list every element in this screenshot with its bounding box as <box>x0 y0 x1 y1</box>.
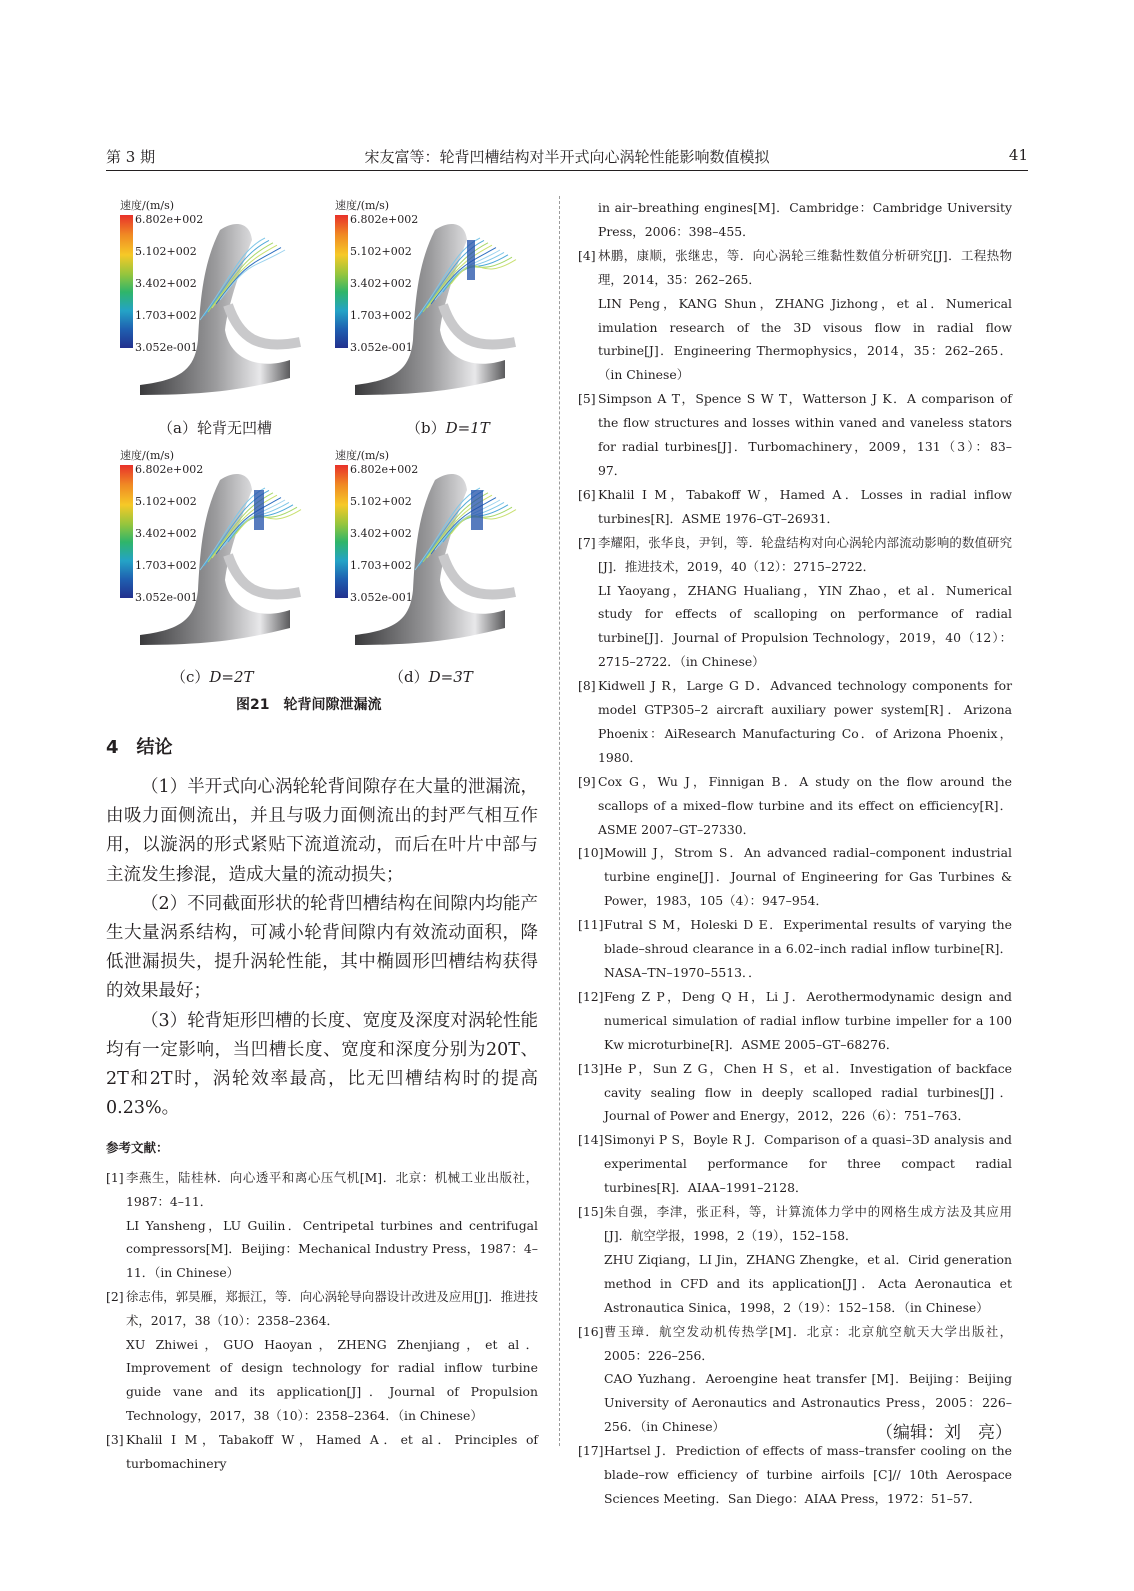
conclusion-body <box>106 773 538 1123</box>
reference-number: [12] <box>578 988 604 1004</box>
reference-item <box>578 770 1012 842</box>
reference-number: [11] <box>578 917 604 933</box>
figure-panel-d <box>321 445 526 645</box>
reference-number: [5] <box>578 391 596 407</box>
legend-title: 速度/(m/s) <box>120 449 175 462</box>
page-number: 41 <box>1008 146 1028 164</box>
conclusion-paragraph-3: （3）轮背矩形凹槽的长度、宽度及深度对涡轮性能均有一定影响，当凹槽长度、宽度和深度分别为20T、2T和2T时，涡轮效率最高，比无凹槽结构时的提高0.23%。 <box>106 1010 538 1119</box>
caption-b: （b）D=1T <box>406 419 490 437</box>
reference-item <box>578 1057 1012 1129</box>
legend-tick-label: 5.102+002 <box>135 245 197 258</box>
reference-text: 林鹏，康顺，张继忠，等．向心涡轮三维黏性数值分析研究[J]．工程热物理，2014，35：262–265． <box>598 247 1012 287</box>
legend-tick-label: 3.052e-001 <box>135 341 198 354</box>
reference-english: LI Yaoyang，ZHANG Hualiang，YIN Zhao，et al．Numerical study for effects of scalloping on performance of radial turbine[J]．Journal of Propulsion Technology，2019，40（12）：2715–2722．（in Chinese） <box>598 582 1012 670</box>
legend-tick-label: 3.402+002 <box>350 277 412 290</box>
legend-tick-label: 6.802e+002 <box>135 213 204 226</box>
running-header <box>106 144 1028 171</box>
figure-21 <box>106 195 551 715</box>
legend-tick-label: 6.802e+002 <box>135 463 204 476</box>
reference-item <box>578 483 1012 531</box>
legend-tick-label: 1.703+002 <box>350 309 412 322</box>
reference-english: ZHU Ziqiang，LI Jin，ZHANG Zhengke，et al．Cirid generation method in CFD and its application[J]．Acta Aeronautica et Astronautica Sinica，1998，2（19）：152–158．（in Chinese） <box>604 1251 1012 1315</box>
legend-title: 速度/(m/s) <box>120 199 175 212</box>
legend-tick-label: 1.703+002 <box>350 559 412 572</box>
figure-panel-b <box>321 195 526 395</box>
reference-number: [2] <box>106 1288 124 1304</box>
color-scale-bar <box>335 465 348 598</box>
references-left-column <box>106 1166 538 1475</box>
reference-text: Cox G，Wu J，Finnigan B．A study on the flow around the scallops of a mixed–flow turbine and its effect on efficiency[R]．ASME 2007–GT–27330． <box>598 773 1012 837</box>
reference-item <box>578 674 1012 770</box>
reference-item <box>106 1166 538 1285</box>
reference-text: 李耀阳，张华良，尹钊，等．轮盘结构对向心涡轮内部流动影响的数值研究[J]．推进技术，2019，40（12）：2715–2722． <box>598 534 1012 574</box>
reference-item <box>578 387 1012 483</box>
reference-text: 李燕生，陆桂林．向心透平和离心压气机[M]．北京：机械工业出版社，1987：4–11． <box>126 1170 538 1209</box>
reference-text: Khalil I M，Tabakoff W，Hamed A．Losses in radial inflow turbines[R]．ASME 1976–GT–26931． <box>598 486 1012 526</box>
conclusion-paragraph-1: （1）半开式向心涡轮轮背间隙存在大量的泄漏流，由吸力面侧流出，并且与吸力面侧流出的封严气相互作用，以漩涡的形式紧贴下流道流动，而后在叶片中部与主流发生掺混，造成大量的流动损失； <box>106 777 538 885</box>
figure-panel-a <box>106 195 311 395</box>
reference-number: [13] <box>578 1060 604 1076</box>
reference-item <box>578 1439 1012 1511</box>
reference-continuation: in air–breathing engines[M]．Cambridge：Cambridge University Press，2006：398–455． <box>598 200 1012 239</box>
reference-number: [6] <box>578 486 596 502</box>
turbine-flow-image <box>140 460 315 650</box>
reference-text: 曹玉璋．航空发动机传热学[M]．北京：北京航空航天大学出版社，2005：226–256． <box>604 1323 1012 1363</box>
figure-panel-c <box>106 445 311 645</box>
turbine-flow-image <box>140 210 315 400</box>
turbine-flow-image <box>355 210 530 400</box>
color-scale-bar <box>120 215 133 348</box>
running-title: 宋友富等：轮背凹槽结构对半开式向心涡轮性能影响数值模拟 <box>364 148 770 166</box>
reference-item <box>578 841 1012 913</box>
reference-english: CAO Yuzhang．Aeroengine heat transfer [M]．Beijing：Beijing University of Aeronautics and Astronautics Press，2005：226–256．（in Chinese） <box>604 1371 1012 1435</box>
reference-number: [8] <box>578 678 596 694</box>
reference-text: Simpson A T，Spence S W T，Watterson J K．A comparison of the flow structures and losses within vaned and vaneless stators for radial turbines[J]．Turbomachinery，2009，131（3）：83–97． <box>598 391 1012 478</box>
references-right-column <box>578 196 1012 1511</box>
legend-tick-label: 6.802e+002 <box>350 213 419 226</box>
reference-number: [10] <box>578 845 604 861</box>
conclusion-paragraph-2: （2）不同截面形状的轮背凹槽结构在间隙内均能产生大量涡系结构，可减小轮背间隙内有效流动面积，降低泄漏损失，提升涡轮性能，其中椭圆形凹槽结构获得的效果最好； <box>106 893 538 1002</box>
legend-tick-label: 1.703+002 <box>135 309 197 322</box>
reference-text: 朱自强，李津，张正科，等，计算流体力学中的网格生成方法及其应用[J]．航空学报，1998，2（19），152–158． <box>604 1204 1012 1243</box>
legend-tick-label: 5.102+002 <box>350 245 412 258</box>
issue-number: 第 3 期 <box>106 148 156 166</box>
reference-text: 徐志伟，郭昊雁，郑振江，等．向心涡轮导向器设计改进及应用[J]．推进技术，2017，38（10）：2358–2364． <box>126 1288 538 1328</box>
reference-text: Simonyi P S，Boyle R J．Comparison of a quasi–3D analysis and experimental performance for three compact radial turbines[R]．AIAA–1991–2128． <box>604 1132 1012 1196</box>
reference-item <box>106 1285 538 1428</box>
legend-tick-label: 5.102+002 <box>135 495 197 508</box>
reference-number: [14] <box>578 1132 604 1148</box>
section-heading: 4 结论 <box>106 737 173 758</box>
reference-text: Mowill J，Strom S．An advanced radial–component industrial turbine engine[J]．Journal of Engineering for Gas Turbines & Power，1983，105（4）：947–954． <box>604 845 1012 909</box>
reference-item <box>106 1428 538 1476</box>
caption-c: （c）D=2T <box>171 668 254 686</box>
column-separator <box>559 196 560 1446</box>
turbine-flow-image <box>355 460 530 650</box>
legend-tick-label: 3.052e-001 <box>350 341 413 354</box>
reference-item <box>578 985 1012 1057</box>
legend-title: 速度/(m/s) <box>335 199 390 212</box>
reference-number: [16] <box>578 1323 604 1339</box>
reference-item <box>578 244 1012 387</box>
legend-tick-label: 3.402+002 <box>135 277 197 290</box>
reference-number: [4] <box>578 247 596 263</box>
legend-tick-label: 1.703+002 <box>135 559 197 572</box>
legend-tick-label: 3.402+002 <box>350 527 412 540</box>
reference-item <box>578 531 1012 674</box>
legend-tick-label: 5.102+002 <box>350 495 412 508</box>
reference-number: [1] <box>106 1170 124 1185</box>
caption-a: （a）轮背无凹槽 <box>158 419 272 437</box>
reference-number: [7] <box>578 534 596 550</box>
references-heading: 参考文献： <box>106 1140 169 1155</box>
reference-item <box>578 1128 1012 1200</box>
reference-english: LI Yansheng，LU Guilin．Centripetal turbines and centrifugal compressors[M]．Beijing：Mechanical Industry Press，1987：4–11．（in Chinese） <box>126 1217 538 1281</box>
legend-tick-label: 6.802e+002 <box>350 463 419 476</box>
reference-text: Kidwell J R，Large G D．Advanced technology components for model GTP305–2 aircraft auxiliary power system[R]．Arizona Phoenix：AiResearch Manufacturing Co．of Arizona Phoenix，1980． <box>598 678 1012 765</box>
color-scale-bar <box>120 465 133 598</box>
reference-item <box>578 913 1012 985</box>
reference-text: Futral S M，Holeski D E．Experimental results of varying the blade–shroud clearance in a 6.02–inch radial inflow turbine[R]．NASA–TN–1970–5513．． <box>604 917 1012 980</box>
reference-number: [9] <box>578 773 596 789</box>
legend-title: 速度/(m/s) <box>335 449 390 462</box>
reference-text: He P，Sun Z G，Chen H S，et al．Investigation of backface cavity sealing flow in deeply scalloped radial turbines[J]．Journal of Power and Energy，2012，226（6）：751–763． <box>604 1060 1012 1124</box>
reference-text: Hartsel J．Prediction of effects of mass–transfer cooling on the blade–row efficiency of turbine airfoils [C]// 10th Aerospace Sciences Meeting．San Diego：AIAA Press，1972：51–57． <box>604 1443 1012 1506</box>
caption-d: （d）D=3T <box>389 668 473 686</box>
reference-text: Feng Z P，Deng Q H，Li J．Aerothermodynamic design and numerical simulation of radial inflow turbine impeller for a 100 Kw microturbine[R]．ASME 2005–GT–68276． <box>604 988 1012 1052</box>
reference-text: Khalil I M，Tabakoff W，Hamed A．et al．Principles of turbomachinery <box>126 1431 538 1471</box>
reference-english: LIN Peng，KANG Shun，ZHANG Jizhong，et al．Numerical imulation research of the 3D visous flow in radial flow turbine[J]．Engineering Thermophysics，2014，35：262–265．（in Chinese） <box>598 295 1012 383</box>
reference-number: [3] <box>106 1431 124 1447</box>
reference-item <box>578 1200 1012 1320</box>
legend-tick-label: 3.052e-001 <box>135 591 198 604</box>
reference-english: XU Zhiwei，GUO Haoyan，ZHENG Zhenjiang，et al．Improvement of design technology for radial inflow turbine guide vane and its application[J]．Journal of Propulsion Technology，2017，38（10）：2358–2364．（in Chinese） <box>126 1336 538 1423</box>
legend-tick-label: 3.402+002 <box>135 527 197 540</box>
legend-tick-label: 3.052e-001 <box>350 591 413 604</box>
color-scale-bar <box>335 215 348 348</box>
reference-number: [17] <box>578 1443 604 1459</box>
figure-title: 图21 轮背间隙泄漏流 <box>236 697 382 713</box>
reference-number: [15] <box>578 1204 604 1220</box>
editor-note: （编辑：刘 亮） <box>876 1423 1012 1443</box>
